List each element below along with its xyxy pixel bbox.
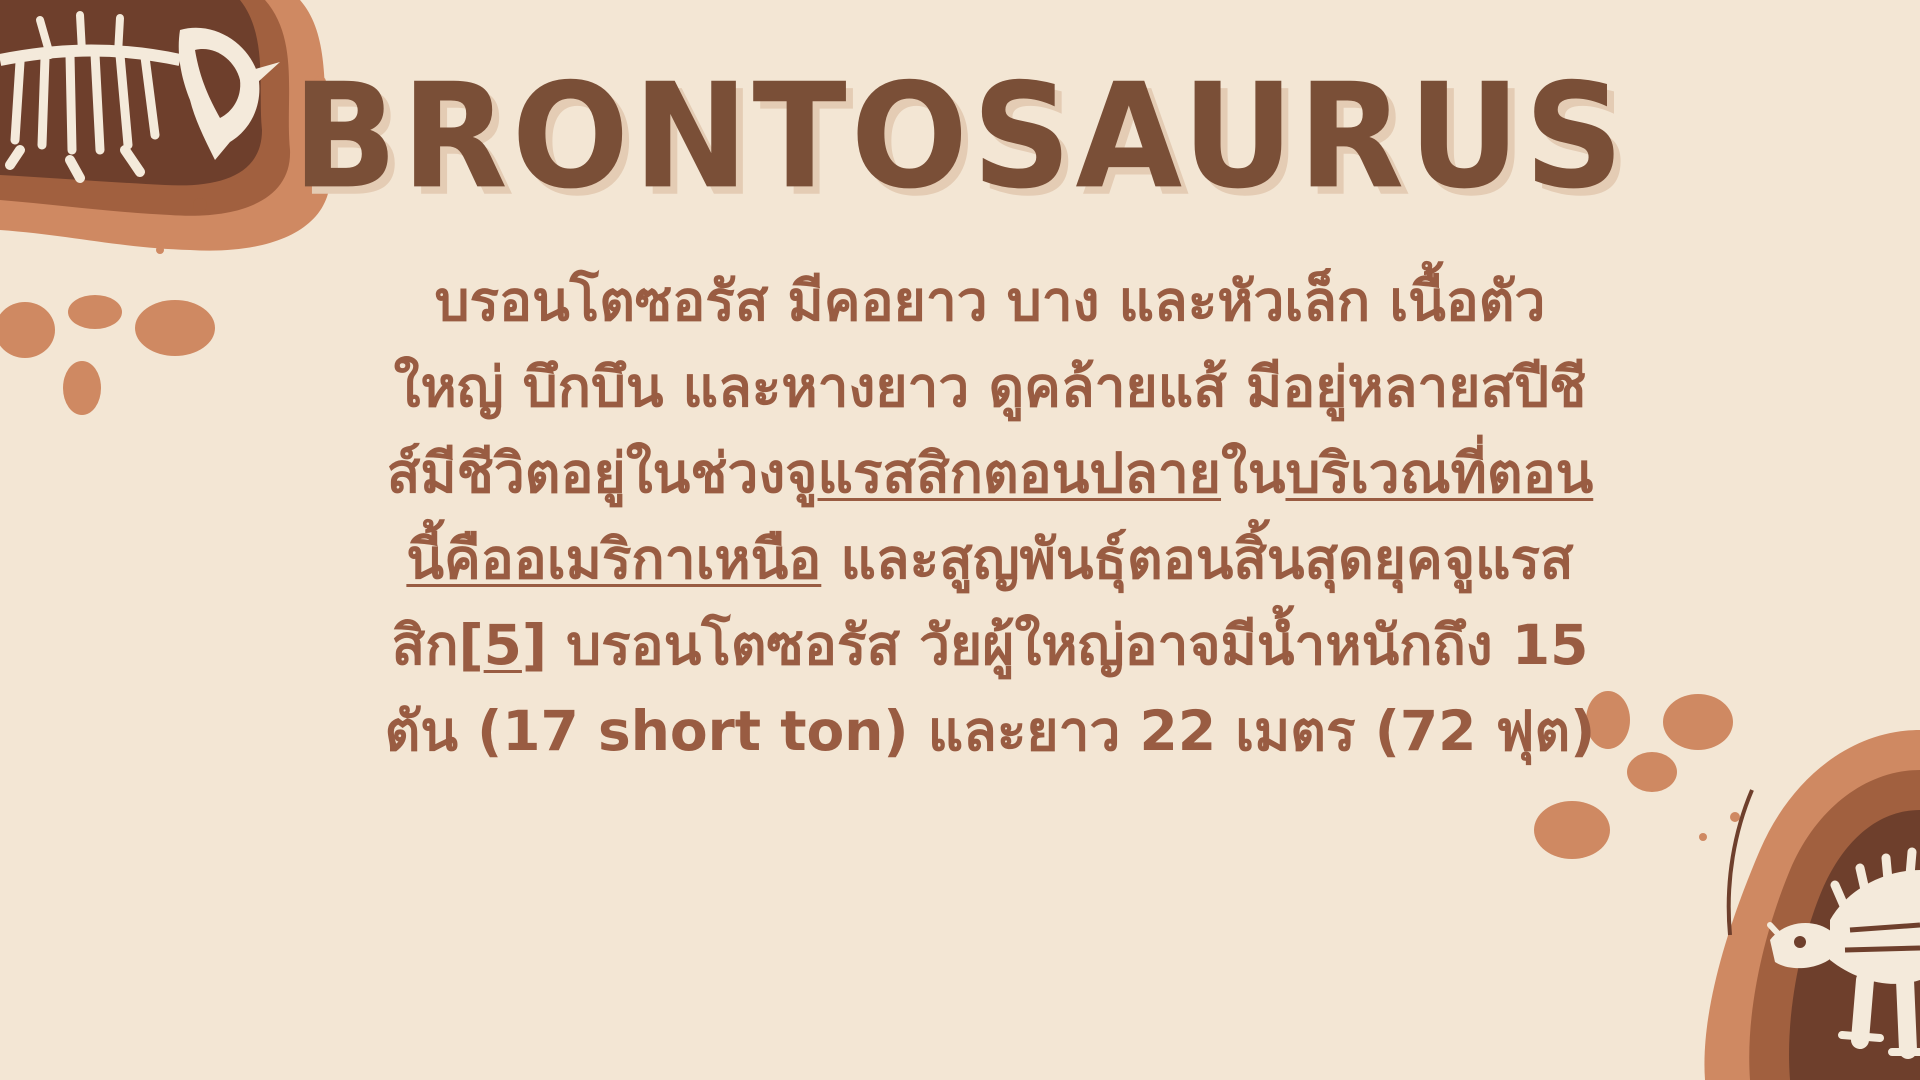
triceratops-fossil-icon bbox=[0, 0, 340, 420]
late-jurassic-link[interactable]: แรสสิกตอนปลาย bbox=[817, 441, 1222, 505]
citation-link[interactable]: 5 bbox=[483, 613, 522, 677]
paragraph-text: บรอนโตซอรัส มีคอยาว บาง และหัวเล็ก เนื้อตัวใหญ่ บึกบึน และหางยาว ดูคล้ายแส้ มีอยู่หลายสปีชีส์มีชีวิตอยู่ในช่วงจู bbox=[386, 269, 1587, 505]
slide-title: BRONTOSAURUS bbox=[292, 51, 1628, 221]
paragraph-text: ] บรอนโตซอรัส วัยผู้ใหญ่อาจมีน้ำหนักถึง 15 ตัน (17 short ton) และยาว 22 เมตร (72 ฟุต) bbox=[384, 613, 1596, 763]
north-america-link[interactable]: บริเวณที่ตอนนี้คืออเมริกาเหนือ bbox=[406, 441, 1594, 591]
paragraph-text: และสูญพันธุ์ตอนสิ้นสุดยุคจูแรสสิก[ bbox=[391, 527, 1574, 677]
description-paragraph bbox=[380, 258, 1600, 774]
paragraph-text: ใน bbox=[1221, 441, 1286, 505]
